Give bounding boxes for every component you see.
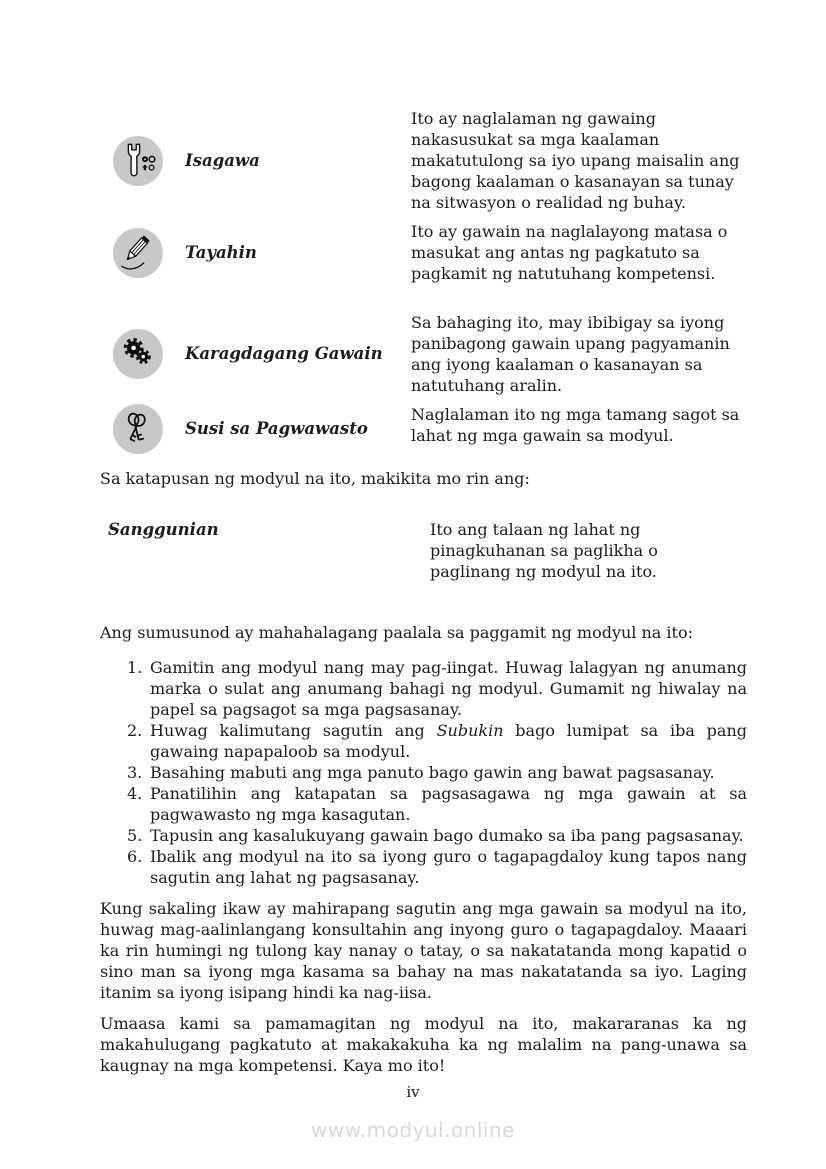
subukin-italic: Subukin [436, 721, 504, 740]
icon-row-karagdagang-gawain [100, 312, 747, 396]
list-item-number: 3. [127, 763, 143, 782]
reminders-intro: Ang sumusunod ay mahahalagang paalala sa paggamit ng modyul na ito: [100, 623, 693, 642]
icon-description: Ito ay gawain na naglalayong matasa o masukat ang antas ng pagkatuto sa pagkamit ng natutuhang kompetensi. [411, 222, 728, 283]
tools-icon [113, 136, 163, 186]
reminder-item: 1. Gamitin ang modyul nang may pag-iingat. Huwag lalagyan ng anumang marka o sulat ang anumang bahagi ng modyul. Gumamit ng hiwalay na papel sa pagsagot sa mga pagsasanay. [127, 658, 747, 719]
list-item-number: 4. [127, 784, 143, 803]
icon-legend-table [100, 108, 747, 454]
list-item-number: 1. [127, 658, 143, 677]
gears-icon [113, 329, 163, 379]
icon-description: Sa bahaging ito, may ibibigay sa iyong panibagong gawain upang pagyamanin ang iyong kaalaman o kasanayan sa natutuhang aralin. [411, 313, 730, 395]
pencil-icon [113, 228, 163, 278]
icon-description: Ito ay naglalaman ng gawaing nakasusukat sa mga kaalaman makatutulong sa iyo upang maisalin ang bagong kaalaman o kasanayan sa tunay na sitwasyon o realidad ng buhay. [411, 109, 740, 212]
icon-label: Karagdagang Gawain [185, 344, 383, 363]
icon-label: Isagawa [185, 150, 260, 170]
icon-row-tayahin [100, 221, 747, 284]
list-item-number: 2. [127, 721, 143, 740]
sanggunian-row [100, 519, 747, 582]
page-number: iv [406, 1083, 420, 1101]
paragraph: Kung sakaling ikaw ay mahirapang sagutin ang mga gawain sa modyul na ito, huwag mag-aalinlangang konsultahin ang inyong guro o tagapagdaloy. Maaari ka rin humingi ng tulong kay nanay o tatay, o sa nakatatanda mong kapatid o sino man sa iyong mga kasama sa bahay na mas nakatatanda sa iyo. Laging itanim sa iyong isipang hindi ka nag-iisa. [100, 899, 747, 1002]
reminder-item: 4. Panatilihin ang katapatan sa pagsasagawa ng mga gawain at sa pagwawasto ng mga kasagutan. [127, 784, 747, 824]
reminders-list [100, 657, 747, 888]
closing-intro: Sa katapusan ng modyul na ito, makikita mo rin ang: [100, 469, 530, 488]
reminder-item: 2. Huwag kalimutang sagutin ang Subukin bago lumipat sa iba pang gawaing napapaloob sa modyul. [127, 721, 747, 761]
reminder-item: 5. Tapusin ang kasalukuyang gawain bago dumako sa iba pang pagsasanay. [127, 826, 744, 845]
list-item-number: 6. [127, 847, 143, 866]
keys-icon [113, 404, 163, 454]
sanggunian-label: Sanggunian [108, 520, 219, 539]
reminder-item: 6. Ibalik ang modyul na ito sa iyong guro o tagapagdaloy kung tapos nang sagutin ang lahat ng pagsasanay. [127, 847, 747, 887]
sanggunian-description: Ito ang talaan ng lahat ng pinagkuhanan sa paglikha o paglinang ng modyul na ito. [430, 520, 658, 581]
list-item-number: 5. [127, 826, 143, 845]
icon-description: Naglalaman ito ng mga tamang sagot sa lahat ng mga gawain sa modyul. [411, 405, 740, 445]
icon-label: Susi sa Pagwawasto [185, 419, 368, 438]
icon-label: Tayahin [185, 242, 257, 262]
watermark: www.modyul.online [311, 1118, 515, 1142]
icon-row-susi-sa-pagwawasto [100, 404, 747, 454]
reminder-item: 3. Basahing mabuti ang mga panuto bago gawin ang bawat pagsasanay. [127, 763, 715, 782]
icon-row-isagawa [100, 108, 747, 213]
paragraph: Umaasa kami sa pamamagitan ng modyul na ito, makararanas ka ng makahulugang pagkatuto at makakakuha ka ng malalim na pang-unawa sa kaugnay na mga kompetensi. Kaya mo ito! [100, 1014, 747, 1075]
